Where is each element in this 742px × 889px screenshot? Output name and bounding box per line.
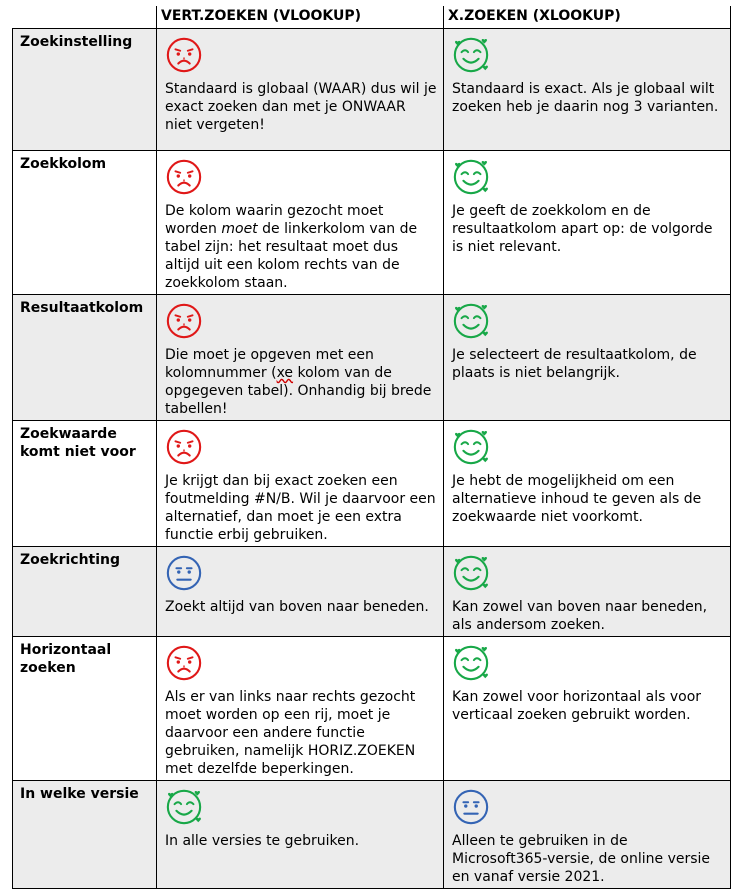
text-part: de linkerkolom van de tabel zijn: het resultaat moet dus altijd uit een kolom rechts van de zoekkolom staan. <box>165 221 418 291</box>
comparison-table <box>12 6 731 889</box>
emphasis: moet <box>221 221 258 237</box>
vlookup-cell <box>157 29 444 151</box>
xlookup-text: Kan zowel voor horizontaal als voor verticaal zoeken gebruikt worden. <box>452 689 702 723</box>
header-xlookup: X.ZOEKEN (XLOOKUP) <box>444 6 731 29</box>
happy-face-icon <box>452 428 490 466</box>
happy-face-icon <box>452 158 490 196</box>
vlookup-text <box>165 346 437 418</box>
text-part: kolom van de opgegeven tabel). Onhandig bij brede tabellen! <box>165 365 432 417</box>
sad-face-icon <box>165 644 203 682</box>
row-label: In welke versie <box>13 781 157 889</box>
table-row <box>13 151 731 295</box>
text-part: Die moet je opgeven met een kolomnummer ( <box>165 347 374 381</box>
sad-face-icon <box>165 428 203 466</box>
happy-face-icon <box>452 302 490 340</box>
sad-face-icon <box>165 158 203 196</box>
happy-face-icon <box>452 644 490 682</box>
xlookup-cell <box>444 547 731 637</box>
row-label: Zoekrichting <box>13 547 157 637</box>
xlookup-cell <box>444 29 731 151</box>
xlookup-cell <box>444 421 731 547</box>
table-row <box>13 421 731 547</box>
vlookup-cell <box>157 637 444 781</box>
vlookup-cell <box>157 421 444 547</box>
row-label: Zoekkolom <box>13 151 157 295</box>
row-label: Zoekinstelling <box>13 29 157 151</box>
table-row <box>13 295 731 421</box>
header-empty <box>13 6 157 29</box>
happy-face-icon <box>452 36 490 74</box>
xlookup-text: Alleen te gebruiken in de Microsoft365-versie, de online versie en vanaf versie 2021. <box>452 833 711 885</box>
table-row <box>13 781 731 889</box>
xlookup-text: Standaard is exact. Als je globaal wilt zoeken heb je daarin nog 3 varianten. <box>452 81 719 115</box>
text-part: De kolom waarin gezocht moet worden <box>165 203 384 237</box>
vlookup-cell <box>157 547 444 637</box>
xlookup-cell <box>444 151 731 295</box>
sad-face-icon <box>165 302 203 340</box>
vlookup-text <box>165 202 437 292</box>
sad-face-icon <box>165 36 203 74</box>
xlookup-cell <box>444 295 731 421</box>
row-label: Zoekwaarde komt niet voor <box>13 421 157 547</box>
row-label: Horizontaal zoeken <box>13 637 157 781</box>
table-row <box>13 547 731 637</box>
table-row <box>13 637 731 781</box>
vlookup-text: Zoekt altijd van boven naar beneden. <box>165 599 429 615</box>
xlookup-text: Je hebt de mogelijkheid om een alternatieve inhoud te geven als de zoekwaarde niet voorkomt. <box>452 473 702 525</box>
vlookup-text: In alle versies te gebruiken. <box>165 833 360 849</box>
vlookup-cell <box>157 781 444 889</box>
vlookup-text: Als er van links naar rechts gezocht moet worden op een rij, moet je daarvoor een andere functie gebruiken, namelijk HORIZ.ZOEKEN met dezelfde beperkingen. <box>165 689 416 777</box>
happy-face-icon <box>452 554 490 592</box>
neutral-face-icon <box>165 554 203 592</box>
xlookup-text: Je geeft de zoekkolom en de resultaatkolom apart op: de volgorde is niet relevant. <box>452 203 713 255</box>
vlookup-cell <box>157 295 444 421</box>
header-row <box>13 6 731 29</box>
neutral-face-icon <box>452 788 490 826</box>
vlookup-text: Standaard is globaal (WAAR) dus wil je exact zoeken dan met je ONWAAR niet vergeten! <box>165 81 437 133</box>
spellcheck-mark: xe <box>276 365 294 381</box>
xlookup-text: Je selecteert de resultaatkolom, de plaats is niet belangrijk. <box>452 347 697 381</box>
header-vlookup: VERT.ZOEKEN (VLOOKUP) <box>157 6 444 29</box>
happy-face-icon <box>165 788 203 826</box>
xlookup-cell <box>444 781 731 889</box>
row-label: Resultaatkolom <box>13 295 157 421</box>
xlookup-cell <box>444 637 731 781</box>
table-row <box>13 29 731 151</box>
vlookup-cell <box>157 151 444 295</box>
vlookup-text: Je krijgt dan bij exact zoeken een foutmelding #N/B. Wil je daarvoor een alternatief, dan moet je een extra functie erbij gebruiken. <box>165 473 436 543</box>
xlookup-text: Kan zowel van boven naar beneden, als andersom zoeken. <box>452 599 708 633</box>
